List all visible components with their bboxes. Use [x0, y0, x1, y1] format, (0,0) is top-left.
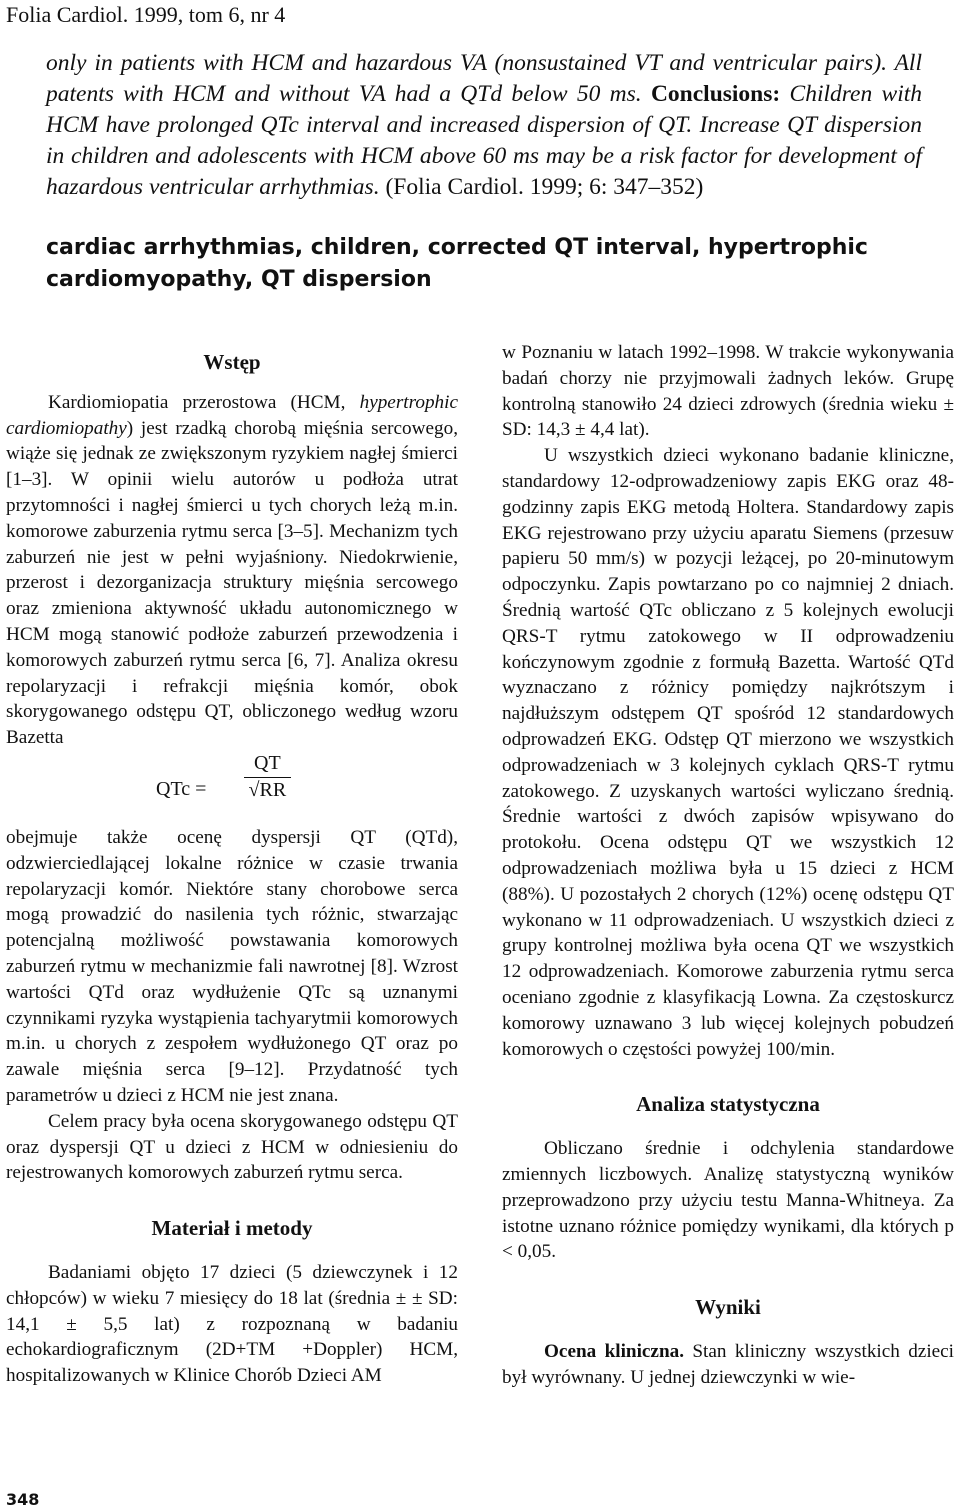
- page-number: 348: [6, 1490, 40, 1509]
- abstract-results-tail: only in patients with HCM and hazardous VA (nonsustained VT and ventricular pairs). All patents with HCM and without VA had a QTd below 50 ms.: [46, 50, 922, 107]
- conclusions-label: Conclusions:: [650, 81, 781, 107]
- paragraph-intro-1: Kardiomiopatia przerostowa (HCM, hypertrophic cardiomiopathy) jest rzadką chorobą mięśnia sercowego, wiąże się jednak ze zwiększonym ryzykiem nagłej śmierci [1–3]. W opinii wielu autorów u podłoża utrat przytomności i nagłej śmierci u tych chorych leżą m.in. komorowe zaburzenia rytmu serca [3–5]. Mechanizm tych zaburzeń nie jest w pełni wyjaśniony. Niedokrwienie, przerost i dezorganizacja struktury mięśnia sercowego oraz zmieniona aktywność układu autonomicznego w HCM mogą stanowić podłoże zaburzeń przewodzenia i komorowych zaburzeń rytmu serca [6, 7]. Analiza okresu repolaryzacji i refrakcji mięśnia komór, obok skorygowanego odstępu QT, obliczonego według wzoru Bazetta: [6, 391, 458, 749]
- keywords: cardiac arrhythmias, children, corrected QT interval, hypertrophic cardiomyopathy, QT dispersion: [46, 235, 868, 292]
- abstract-citation: (Folia Cardiol. 1999; 6: 347–352): [385, 174, 704, 200]
- conclusions-text: Children with HCM have prolonged QTc interval and increased dispersion of QT. Increase QT dispersion in children and adolescents with HCM above 60 ms may be a risk factor for development of hazardous ventricular arrhythmias.: [46, 81, 923, 200]
- heading-analiza: Analiza statystyczna: [636, 1092, 820, 1117]
- running-header: Folia Cardiol. 1999, tom 6, nr 4: [6, 2, 286, 27]
- paragraph-intro-2: obejmuje także ocenę dyspersji QT (QTd), odzwierciedlającej lokalne różnice w czasie trwania repolaryzacji komór. Niektóre stany chorobowe serca mogą prowadzić do nasilenia tych różnic, stwarzając potencjalną możliwość powstawania komorowych zaburzeń rytmu w mechanizmie fali nawrotnej [8]. Wzrost wartości QTd oraz wydłużenie QTc są uznanymi czynnikami ryzyka wystąpienia tachyarytmii komorowych m.in. u chorych z zespołem wydłużonego QT oraz po zawale mięśnia serca [9–12]. Przydatność tych parametrów u dzieci z HCM nie jest znana.: [6, 826, 458, 1106]
- abstract-end: [46, 48, 922, 203]
- paragraph-methods-3: U wszystkich dzieci wykonano badanie kliniczne, standardowy 12-odprowadzeniowy zapis EKG oraz 48-godzinny zapis EKG metodą Holtera. Standardowy zapis EKG rejestrowano przy użyciu aparatu Siemens (przesuw papieru 50 mm/s) w pozycji leżącej, po 20-minutowym odpoczynku. Zapis powtarzano po co najmniej 2 dniach. Średnią wartość QTc obliczano z 5 kolejnych ewolucji QRS-T rytmu zatokowego w II odprowadzeniu kończynowym zgodnie z formułą Bazetta. Wartość QTd wyznaczano z różnicy pomiędzy najkrótszym i najdłuższym odstępem QT spośród 12 standardowych odprowadzeń EKG. Odstęp QT mierzono we wszystkich odprowadzeniach w 3 kolejnych cyklach QRS-T rytmu zatokowego. Z uzyskanych wartości wyliczano średnią. Średnie wartości z dwóch zapisów wpisywano do protokołu. Ocena odstępu QT we wszystkich 12 odprowadzeniach możliwa była u 15 dzieci z HCM (88%). U pozostałych 2 chorych (12%) ocenę odstępu QT wykonano w 11 odprowadzeniach. U wszystkich dzieci z grupy kontrolnej możliwa była ocena QT we wszystkich 12 odprowadzeniach. Komorowe zaburzenia rytmu serca oceniano zgodnie z klasyfikacją Lowna. Za częstoskurcz komorowy uznawano 3 lub więcej kolejnych pobudzeń komorowych o częstości powyżej 100/min.: [502, 445, 954, 1060]
- bazett-formula: QTc = $\frac{QT}{√RR}$: [6, 751, 458, 825]
- right-column: [502, 340, 954, 1390]
- paragraph-intro-3: Celem pracy była ocena skorygowanego odstępu QT oraz dyspersji QT u dzieci z HCM w odniesieniu do rejestrowanych komorowych zaburzeń rytmu serca.: [6, 1110, 458, 1184]
- paragraph-methods-2: w Poznaniu w latach 1992–1998. W trakcie wykonywania badań chorzy nie przyjmowali żadnych leków. Grupę kontrolną stanowiło 24 dzieci zdrowych (średnia wieku ± SD: 14,3 ± 4,4 lat).: [502, 342, 954, 441]
- paragraph-methods-1: Badaniami objęto 17 dzieci (5 dziewczynek i 12 chłopców) w wieku 7 miesięcy do 18 lat (średnia ± ± SD: 14,1 ± 5,5 lat) z rozpoznaną w badaniu echokardiograficznym (2D+TM +Doppler) HCM, hospitalizowanych w Klinice Chorób Dzieci AM: [6, 1261, 458, 1387]
- heading-wstep: Wstęp: [203, 350, 261, 374]
- heading-material: Materiał i metody: [151, 1216, 313, 1241]
- paragraph-results: Ocena kliniczna. Stan kliniczny wszystkich dzieci był wyrównany. U jednej dziewczynki w wie-: [502, 1340, 955, 1388]
- heading-wyniki: Wyniki: [695, 1295, 761, 1320]
- left-column: [6, 340, 458, 1389]
- paragraph-statistics: Obliczano średnie i odchylenia standardowe zmiennych liczbowych. Analizę statystyczną wyników przeprowadzono przy użyciu testu Manna-Whitneya. Za istotne uznano różnice pomiędzy wynikami, dla których p < 0,05.: [502, 1138, 954, 1263]
